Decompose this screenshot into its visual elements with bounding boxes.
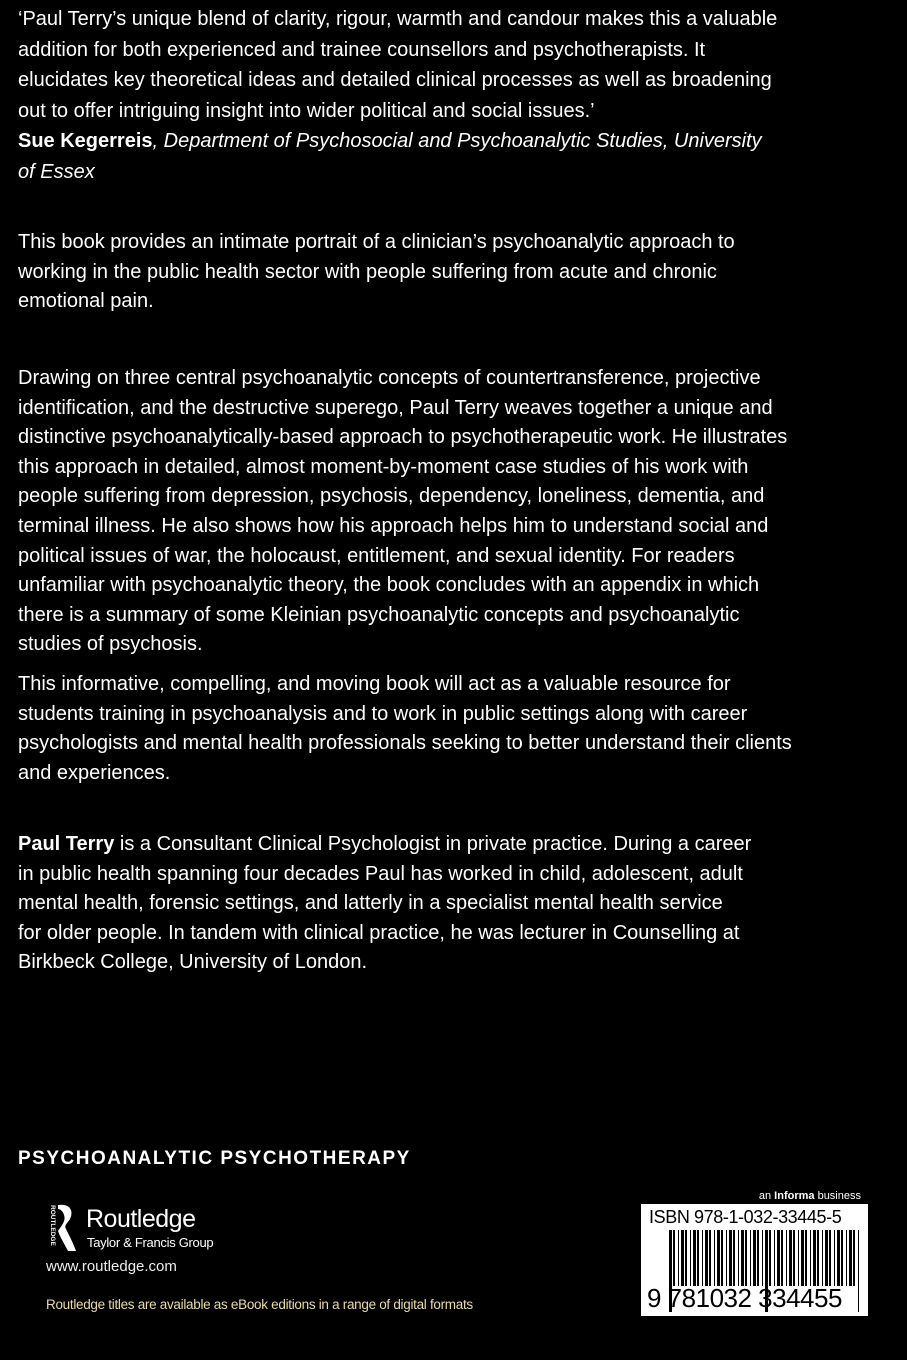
series-title: PSYCHOANALYTIC PSYCHOTHERAPY xyxy=(18,1148,411,1169)
text-line: This book provides an intimate portrait of a clinician’s psychoanalytic approach to xyxy=(18,231,735,253)
publisher-url[interactable]: www.routledge.com xyxy=(46,1258,177,1275)
barcode-bar xyxy=(738,1230,739,1286)
publisher-group: Taylor & Francis Group xyxy=(87,1235,214,1250)
barcode-bar xyxy=(705,1230,708,1286)
barcode-bar xyxy=(750,1230,751,1286)
tagline-text: an xyxy=(758,1190,775,1202)
barcode-bar xyxy=(709,1230,711,1286)
informa-tagline xyxy=(759,1190,861,1202)
text-line: This informative, compelling, and moving book will act as a valuable resource for xyxy=(18,673,731,695)
barcode-bar xyxy=(825,1230,828,1286)
barcode-bar xyxy=(849,1230,852,1286)
barcode-bar xyxy=(702,1230,703,1286)
quote-line: addition for both experienced and trainee counsellors and psychotherapists. It xyxy=(18,38,706,61)
text-line: Birkbeck College, University of London. xyxy=(18,951,368,974)
barcode-bar xyxy=(733,1230,735,1286)
barcode-bar xyxy=(721,1230,723,1286)
barcode-bar xyxy=(678,1230,679,1286)
text-line: working in the public health sector with people suffering from acute and chronic xyxy=(18,260,717,283)
barcode-bar xyxy=(714,1230,715,1286)
text-line: political issues of war, the holocaust, entitlement, and sexual identity. For readers xyxy=(18,544,735,567)
tagline-text: business xyxy=(814,1190,861,1202)
barcode-bar xyxy=(777,1230,780,1286)
barcode-bar xyxy=(741,1230,744,1286)
bio-author-name: Paul Terry xyxy=(18,833,115,855)
text-line: people suffering from depression, psychosis, dependency, loneliness, dementia, and xyxy=(18,485,765,508)
text-line: identification, and the destructive superego, Paul Terry weaves together a unique and xyxy=(18,396,773,419)
barcode-bar xyxy=(837,1230,840,1286)
barcode-bar xyxy=(822,1230,823,1286)
text-line: distinctive psychoanalytically-based approach to psychotherapeutic work. He illustrates xyxy=(18,426,788,449)
text-line: Drawing on three central psychoanalytic concepts of countertransference, projective xyxy=(18,367,761,389)
quote-line: ‘Paul Terry’s unique blend of clarity, rigour, warmth and candour makes this a valuable xyxy=(18,8,778,30)
isbn-number: ISBN 978-1-032-33445-5 xyxy=(649,1207,842,1227)
ebook-note: Routledge titles are available as eBook editions in a range of digital formats xyxy=(46,1297,473,1312)
text-line: psychologists and mental health professionals seeking to better understand their clients xyxy=(18,732,792,755)
barcode-bar xyxy=(717,1230,720,1286)
barcode-bar xyxy=(681,1230,684,1286)
barcode-bar xyxy=(729,1230,732,1286)
barcode-bar xyxy=(745,1230,747,1286)
barcode-bar xyxy=(673,1230,675,1286)
barcode-bar xyxy=(853,1230,855,1286)
text-line: and experiences. xyxy=(18,761,171,784)
text-line: this approach in detailed, almost moment-by-moment case studies of his work with xyxy=(18,455,749,478)
barcode-bar xyxy=(810,1230,811,1286)
text-line: students training in psychoanalysis and to work in public settings along with career xyxy=(18,702,748,725)
barcode-bar xyxy=(786,1230,787,1286)
author-bio xyxy=(18,830,898,978)
text-line: is a Consultant Clinical Psychologist in private practice. During a career xyxy=(114,833,752,855)
barcode-digits: 9 781032 334455 xyxy=(647,1283,842,1313)
text-line: unfamiliar with psychoanalytic theory, the book concludes with an appendix in which xyxy=(18,574,760,597)
text-line: studies of psychosis. xyxy=(18,633,203,656)
barcode-bar xyxy=(769,1230,771,1286)
publisher-name: Routledge xyxy=(86,1205,196,1233)
barcode-bar xyxy=(801,1230,804,1286)
text-line: there is a summary of some Kleinian psychoanalytic concepts and psychoanalytic xyxy=(18,603,740,626)
barcode-bar xyxy=(693,1230,696,1286)
quote-affiliation: , Department of Psychosocial and Psychoanalytic Studies, University xyxy=(152,130,762,152)
text-line: emotional pain. xyxy=(18,290,154,313)
text-line: for older people. In tandem with clinical practice, he was lecturer in Counselling at xyxy=(18,921,740,944)
barcode-bar xyxy=(841,1230,843,1286)
quote-line: out to offer intriguing insight into wider political and social issues.’ xyxy=(18,99,595,122)
barcode-bar xyxy=(697,1230,699,1286)
description-paragraph xyxy=(18,364,898,660)
barcode-bar xyxy=(793,1230,795,1286)
barcode-bar xyxy=(817,1230,819,1286)
informa-brand: Informa xyxy=(774,1190,815,1202)
barcode-bar xyxy=(846,1230,847,1286)
barcode-bar xyxy=(829,1230,831,1286)
text-line: terminal illness. He also shows how his approach helps him to understand social and xyxy=(18,514,769,537)
barcode-bar xyxy=(685,1230,687,1286)
quote-line: elucidates key theoretical ideas and detailed clinical processes as well as broadening xyxy=(18,69,772,91)
routledge-logo-mark-icon xyxy=(44,1203,80,1253)
barcode-bar xyxy=(813,1230,816,1286)
barcode-bar xyxy=(858,1230,859,1312)
quote-affiliation-cont: of Essex xyxy=(18,160,95,183)
description-paragraph xyxy=(18,670,898,788)
routledge-logo xyxy=(44,1203,224,1253)
barcode-bar xyxy=(789,1230,792,1286)
barcode-bar xyxy=(762,1230,763,1286)
barcode-bar xyxy=(781,1230,783,1286)
barcode-bar xyxy=(834,1230,835,1286)
barcode-bar xyxy=(805,1230,807,1286)
barcode-bar xyxy=(726,1230,727,1286)
endorsement-quote xyxy=(18,4,898,187)
text-line: in public health spanning four decades Paul has worked in child, adolescent, adult xyxy=(18,862,743,885)
barcode-bar xyxy=(690,1230,691,1286)
quote-author: Sue Kegerreis xyxy=(18,130,153,152)
barcode-bar xyxy=(753,1230,756,1286)
barcode-bar xyxy=(798,1230,799,1286)
barcode-bar xyxy=(774,1230,775,1286)
isbn-barcode xyxy=(641,1204,868,1316)
text-line: mental health, forensic settings, and latterly in a specialist mental health service xyxy=(18,892,723,915)
barcode-bar xyxy=(757,1230,759,1286)
svg-text:ROUTLEDGE: ROUTLEDGE xyxy=(49,1205,56,1246)
description-paragraph xyxy=(18,228,898,317)
